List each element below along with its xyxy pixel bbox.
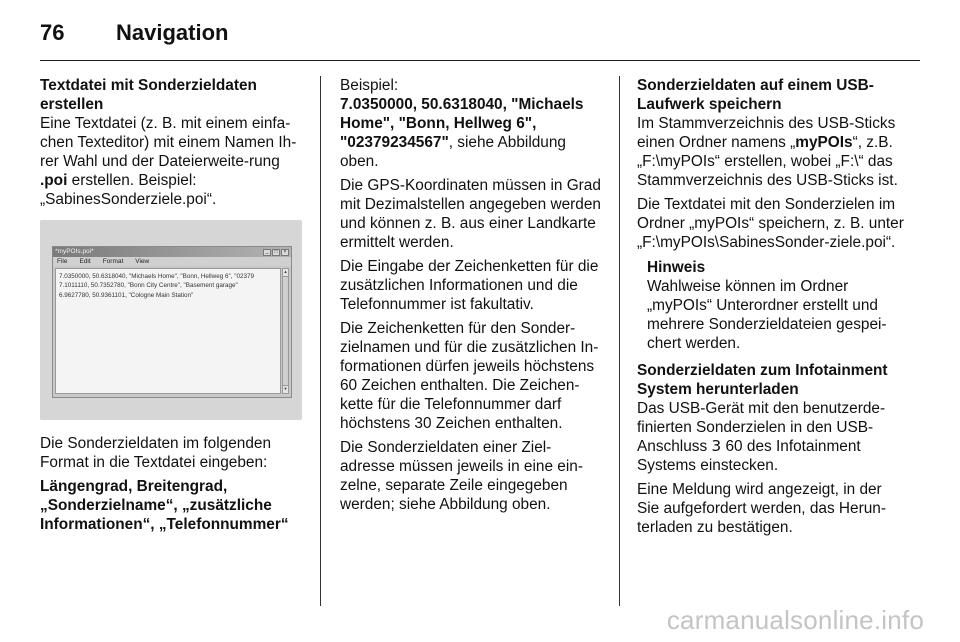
paragraph-create-file: Eine Textdatei (z. B. mit einem einfa-chen Texteditor) mit einem Namen Ih-rer Wahl und der Dateierweite-rung .poi erstellen. Beispiel: „SabinesSonderziele.poi“. <box>40 115 297 208</box>
file-extension: .poi <box>40 172 68 189</box>
note-box <box>637 258 905 353</box>
window-title: *myPOIs.poi* <box>55 248 94 255</box>
menu-format: Format <box>102 258 124 265</box>
note-text: Wahlweise können im Ordner „myPOIs“ Unterordner erstellt und mehrere Sonderzieldateien gespei-chert werden. <box>647 278 887 352</box>
scroll-down-icon: ▼ <box>283 386 288 391</box>
window-titlebar <box>53 247 291 257</box>
paragraph-confirm: Eine Meldung wird angezeigt, in der Sie aufgefordert werden, das Herun-terladen zu bestätigen. <box>637 481 886 536</box>
text-line: 7.0350000, 50.6318040, "Michaels Home", "Bonn, Hellweg 6", "02379 <box>59 273 254 280</box>
column-1 <box>40 76 302 539</box>
minimize-icon: _ <box>263 249 271 256</box>
maximize-icon: □ <box>272 249 280 256</box>
text-content <box>55 268 281 394</box>
text-line: 7.1011110, 50.7352780, "Bonn City Centre", "Basement garage" <box>59 282 238 290</box>
paragraph-gps: Die GPS-Koordinaten müssen in Grad mit Dezimalstellen angegeben werden und können z. B. aus einer Landkarte ermittelt werden. <box>340 177 601 251</box>
notepad-screenshot <box>40 220 302 420</box>
menu-edit: Edit <box>79 258 91 265</box>
page-number: 76 <box>40 20 65 45</box>
chapter-title: Navigation <box>116 20 229 45</box>
note-title: Hinweis <box>647 259 706 276</box>
format-spec: Längengrad, Breitengrad, „Sonderzielname“, „zusätzliche Informationen“, „Telefonnummer“ <box>40 478 289 533</box>
column-2 <box>340 76 605 519</box>
scroll-up-icon: ▲ <box>283 269 288 277</box>
column-divider-1 <box>320 76 321 606</box>
page-header <box>40 16 228 50</box>
paragraph-format-intro: Die Sonderzieldaten im folgenden Format in die Textdatei eingeben: <box>40 435 272 471</box>
section-heading-save-usb: Sonderzieldaten auf einem USB-Laufwerk speichern <box>637 77 874 113</box>
section-heading-download: Sonderzieldaten zum Infotainment System herunterladen <box>637 362 888 398</box>
paragraph-limits: Die Zeichenketten für den Sonder-zielnamen und für die zusätzlichen In-formationen dürfen jeweils höchstens 60 Zeichen enthalten. Die Zeichen-kette für die Telefonnummer darf höchstens 30 Zeichen enthalten. <box>340 320 599 432</box>
column-divider-2 <box>619 76 620 606</box>
example-data: 7.0350000, 50.6318040, "Michaels Home", "Bonn, Hellweg 6", "02379234567" <box>340 96 584 151</box>
paragraph-optional: Die Eingabe der Zeichenketten für die zusätzlichen Informationen und die Telefonnummer ist fakultativ. <box>340 258 599 313</box>
paragraph-lines: Die Sonderzieldaten einer Ziel-adresse müssen jeweils in eine ein-zelne, separate Zeile eingegeben werden; siehe Abbildung oben. <box>340 439 583 513</box>
section-heading-create-file: Textdatei mit Sonderzieldaten erstellen <box>40 77 257 113</box>
window-menubar <box>53 257 291 266</box>
menu-view: View <box>135 258 150 265</box>
page-ref-icon: 3 <box>711 437 722 455</box>
paragraph-example: Beispiel: 7.0350000, 50.6318040, "Michaels Home", "Bonn, Hellweg 6", "02379234567", siehe Abbildung oben. <box>340 77 584 170</box>
paragraph-usb-connect: Das USB-Gerät mit den benutzerde-finierten Sonderzielen in den USB-Anschluss 3 60 des Infotainment Systems einstecken. <box>637 400 886 474</box>
menu-file: File <box>57 258 68 265</box>
notepad-window <box>52 246 292 398</box>
watermark: carmanualsonline.info <box>666 605 924 635</box>
folder-name: myPOIs <box>795 134 853 151</box>
close-icon: × <box>281 249 289 256</box>
column-3 <box>637 76 905 542</box>
paragraph-folder: Im Stammverzeichnis des USB-Sticks einen Ordner namens „myPOIs“, z.B. „F:\myPOIs“ erstellen, wobei „F:\“ das Stammverzeichnis des USB-Sticks ist. <box>637 115 898 189</box>
paragraph-save: Die Textdatei mit den Sonderzielen im Ordner „myPOIs“ speichern, z. B. unter „F:\myPOIs\SabinesSonder-ziele.poi“. <box>637 196 904 251</box>
text-line: 6.9627780, 50.9361101, "Cologne Main Station" <box>59 291 194 299</box>
header-rule <box>40 60 920 61</box>
vertical-scrollbar <box>282 268 289 394</box>
